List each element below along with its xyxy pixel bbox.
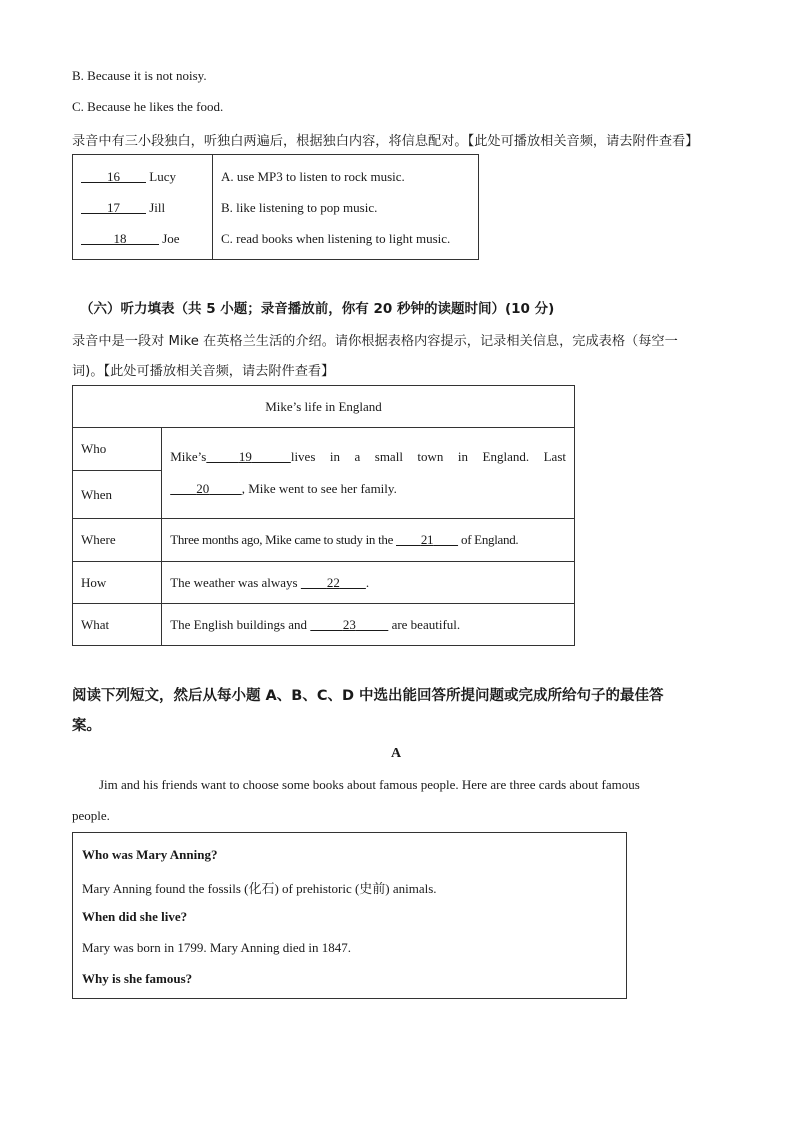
- label-what: What: [73, 604, 162, 646]
- blank-line: [340, 575, 366, 590]
- text-segment: are beautiful.: [388, 616, 461, 632]
- match-option-a: A. use MP3 to listen to rock music.: [221, 168, 405, 184]
- speaker-name: Lucy: [149, 168, 176, 184]
- blank-line: [209, 481, 242, 496]
- blank-line: [433, 532, 458, 547]
- text-segment: lives in a small town in England. Last: [290, 449, 566, 464]
- text-segment: , Mike went to see her family.: [241, 481, 397, 496]
- blank-line: [301, 575, 327, 590]
- who-when-line1: [170, 441, 566, 473]
- label-when: When: [73, 471, 162, 519]
- section6-instruction-line2: 词)。【此处可播放相关音频，请去附件查看】: [72, 364, 335, 379]
- what-cell: [162, 604, 575, 646]
- option-b: B. Because it is not noisy.: [72, 68, 207, 83]
- table-title: Mike’s life in England: [73, 386, 575, 428]
- blank-line: [252, 449, 291, 464]
- question-number: 23: [342, 616, 356, 632]
- blank-line: [81, 169, 107, 184]
- text-segment: The weather was always: [170, 574, 301, 590]
- card-question-who: Who was Mary Anning?: [82, 847, 218, 862]
- blank-line: [81, 200, 107, 215]
- label-who: Who: [73, 428, 162, 471]
- blank-line: [356, 617, 389, 632]
- blank-line: [396, 532, 421, 547]
- question-number: 20: [196, 481, 210, 496]
- speaker-name: Joe: [162, 230, 180, 246]
- section5-instruction: 录音中有三小段独白，听独白两遍后，根据独白内容，将信息配对。【此处可播放相关音频，请去附件查看】: [72, 134, 699, 149]
- where-cell: [162, 519, 575, 562]
- text-segment: Mike’s: [170, 449, 207, 464]
- text-segment: Three months ago, Mike came to study in the: [170, 532, 397, 547]
- question-number: 18: [113, 230, 127, 246]
- text-segment: .: [365, 574, 370, 590]
- blank-line: [81, 231, 114, 246]
- question-number: 21: [420, 532, 434, 547]
- question-number: 22: [326, 574, 340, 590]
- matching-options-cell: [213, 155, 479, 260]
- text-segment: The English buildings and: [170, 616, 311, 632]
- question-number: 16: [107, 168, 120, 184]
- option-c: C. Because he likes the food.: [72, 99, 224, 114]
- passage-intro-line1: Jim and his friends want to choose some books about famous people. Here are three cards about famous: [99, 777, 640, 792]
- who-when-line2: [170, 473, 566, 505]
- label-where: Where: [73, 519, 162, 562]
- match-option-b: B. like listening to pop music.: [221, 199, 378, 215]
- match-row-17: [81, 192, 212, 223]
- how-cell: [162, 562, 575, 604]
- card-answer-who: Mary Anning found the fossils (化石) of prehistoric (史前) animals.: [82, 881, 437, 896]
- match-row-16: [81, 161, 212, 192]
- match-option-c: C. read books when listening to light music.: [221, 230, 451, 246]
- blank-line: [170, 481, 196, 496]
- question-number: 17: [107, 199, 120, 215]
- card-question-why: Why is she famous?: [82, 971, 193, 986]
- section6-title: （六）听力填表（共 5 小题；录音播放前，你有 20 秒钟的读题时间）(10 分): [80, 301, 555, 317]
- mike-info-table: [72, 385, 575, 646]
- passage-label: A: [391, 746, 402, 761]
- blank-line: [120, 169, 146, 184]
- blank-line: [127, 231, 160, 246]
- reading-instruction-line2: 案。: [72, 718, 101, 734]
- famous-person-card: [72, 832, 627, 999]
- card-answer-when: Mary was born in 1799. Mary Anning died in 1847.: [82, 940, 352, 955]
- passage-intro-line2: people.: [72, 808, 110, 823]
- question-number: 19: [238, 449, 252, 464]
- who-when-cell: [162, 428, 575, 519]
- match-row-18: [81, 223, 212, 254]
- matching-table: [72, 154, 479, 260]
- speaker-name: Jill: [149, 199, 166, 215]
- reading-instruction-line1: 阅读下列短文，然后从每小题 A、B、C、D 中选出能回答所提问题或完成所给句子的最佳答: [72, 688, 664, 704]
- blank-line: [120, 200, 146, 215]
- text-segment: of England.: [458, 532, 519, 547]
- label-how: How: [73, 562, 162, 604]
- card-question-when: When did she live?: [82, 909, 188, 924]
- blank-line: [206, 449, 239, 464]
- blank-line: [310, 617, 343, 632]
- section6-instruction-line1: 录音中是一段对 Mike 在英格兰生活的介绍。请你根据表格内容提示，记录相关信息，完成表格（每空一: [72, 334, 678, 349]
- matching-names-cell: [73, 155, 213, 260]
